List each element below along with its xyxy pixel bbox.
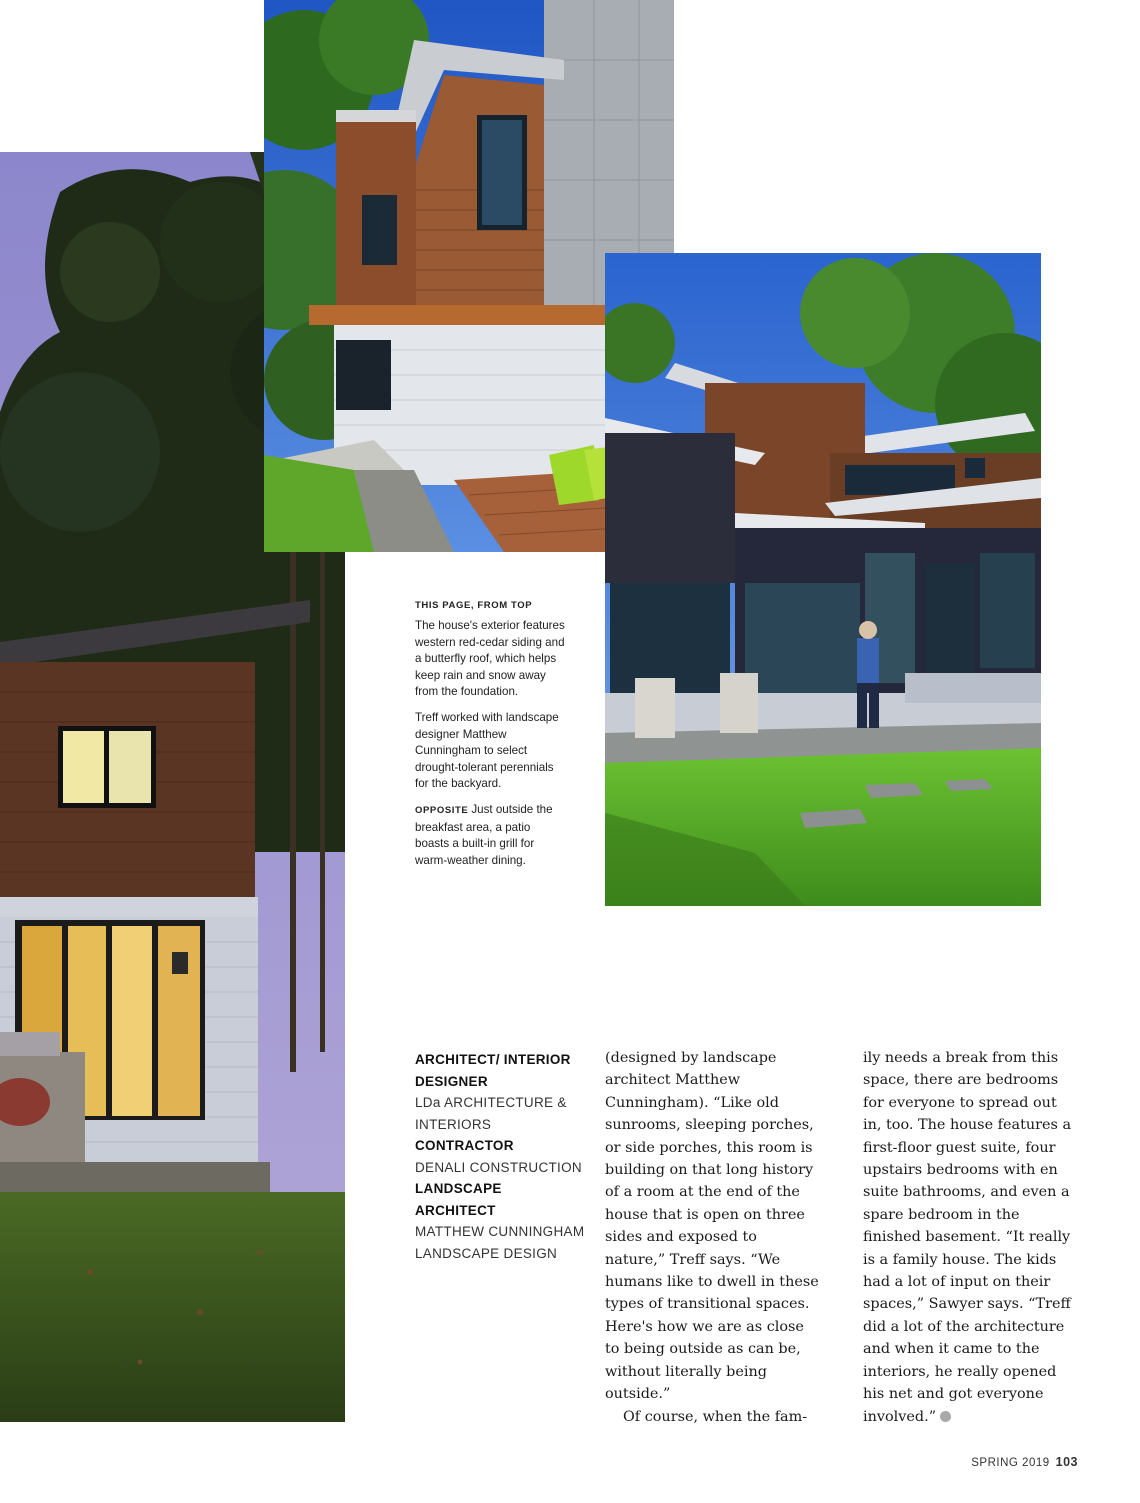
- body-paragraph-with-end-mark: [863, 1047, 1078, 1428]
- page-folio: [971, 1455, 1078, 1469]
- body-paragraph: ily needs a break from this space, there are bedrooms for everyone to spread out in, too. The house features a first-floor guest suite, four upstairs bedrooms with en suite bathrooms, and even a spare bedroom in the finished basement. “It really is a family house. The kids had a lot of input on their spaces,” Sawyer says. “Treff did a lot of the architecture and when it came to the interiors, he really opened his net and got everyone involved.”: [863, 1050, 1072, 1425]
- credit-firm: DENALI CONSTRUCTION: [415, 1159, 582, 1175]
- page-number: 103: [1055, 1455, 1078, 1469]
- caption-opposite-label: OPPOSITE: [415, 805, 469, 817]
- caption-paragraph-2: Treff worked with landscape designer Matthew Cunningham to select drought-tolerant perennials for the backyard.: [415, 711, 559, 791]
- body-column-2: [605, 1047, 820, 1428]
- credit-firm: MATTHEW CUNNINGHAM LANDSCAPE DESIGN: [415, 1224, 585, 1261]
- body-paragraph: Of course, when the fam-: [623, 1408, 808, 1425]
- body-paragraph: (designed by landscape architect Matthew Cunningham). “Like old sunrooms, sleeping porches, or side porches, this room is building on that long history of a room at the end of the house that is open on three sides and exposed to nature,” Treff says. “We humans like to dwell in these types of transitional spaces. Here's how we are as close to being outside as can be, without literally being outside.”: [605, 1050, 819, 1403]
- credit-role: ARCHITECT/ INTERIOR DESIGNER: [415, 1052, 571, 1089]
- body-column-3: [863, 1047, 1078, 1428]
- caption-opposite-text: Just outside the breakfast area, a patio boasts a built-in grill for warm-weather dining.: [415, 803, 553, 867]
- photo-caption: [415, 598, 565, 879]
- caption-paragraph-3: [415, 802, 565, 869]
- caption-paragraph-1: The house's exterior features western red-cedar siding and a butterfly roof, which helps keep rain and snow away from the foundation.: [415, 619, 565, 699]
- project-credits: [415, 1049, 585, 1264]
- credit-role: CONTRACTOR: [415, 1138, 514, 1153]
- folio-issue: SPRING 2019: [971, 1457, 1050, 1469]
- end-mark-icon: [940, 1411, 951, 1422]
- credit-firm: LDa ARCHITECTURE & INTERIORS: [415, 1095, 567, 1132]
- credit-role: LANDSCAPE ARCHITECT: [415, 1181, 502, 1218]
- photo-house-backyard: [605, 253, 1041, 906]
- caption-kicker: THIS PAGE, FROM TOP: [415, 600, 533, 611]
